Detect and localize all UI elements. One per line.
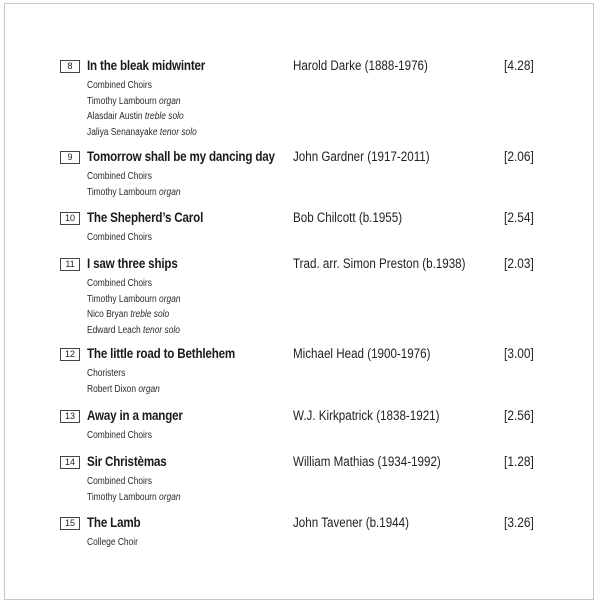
- performer-name: Combined Choirs: [87, 171, 152, 182]
- track-composer: John Gardner (1917-2011): [293, 149, 430, 164]
- performer-list: [87, 474, 181, 505]
- performer-line: [87, 109, 197, 125]
- performer-name: College Choir: [87, 537, 138, 548]
- performer-name: Combined Choirs: [87, 278, 152, 289]
- performer-line: [87, 78, 197, 94]
- performer-line: [87, 307, 181, 323]
- performer-list: [87, 428, 152, 444]
- track-composer: W.J. Kirkpatrick (1838-1921): [293, 408, 440, 423]
- performer-role: organ: [159, 293, 181, 305]
- performer-list: [87, 169, 181, 200]
- track-number: 8: [60, 60, 80, 73]
- track-duration: [3.26]: [504, 515, 534, 530]
- track-duration: [3.00]: [504, 346, 534, 361]
- performer-line: [87, 125, 197, 141]
- performer-name: Nico Bryan: [87, 309, 131, 320]
- track-duration: [1.28]: [504, 454, 534, 469]
- track-number: 12: [60, 348, 80, 361]
- performer-line: [87, 382, 160, 398]
- track-composer: Trad. arr. Simon Preston (b.1938): [293, 256, 466, 271]
- performer-line: [87, 276, 181, 292]
- performer-line: [87, 292, 181, 308]
- performer-list: [87, 78, 197, 140]
- performer-name: Timothy Lambourn: [87, 491, 160, 503]
- performer-role: treble solo: [130, 309, 170, 320]
- performer-line: [87, 94, 197, 110]
- track-number: 11: [60, 258, 80, 271]
- performer-list: [87, 535, 138, 551]
- performer-name: Alasdair Austin: [87, 111, 145, 122]
- performer-list: [87, 230, 152, 246]
- track-number: 15: [60, 517, 80, 530]
- track-title: Away in a manger: [87, 408, 183, 423]
- track-composer: Bob Chilcott (b.1955): [293, 210, 403, 225]
- booklet-page: [4, 3, 594, 600]
- performer-line: [87, 185, 181, 201]
- track-duration: [2.03]: [504, 256, 534, 271]
- performer-name: Timothy Lambourn: [87, 95, 160, 107]
- track-title: I saw three ships: [87, 256, 178, 271]
- performer-name: Timothy Lambourn: [87, 186, 160, 198]
- performer-list: [87, 366, 160, 397]
- track-number: 14: [60, 456, 80, 469]
- performer-line: [87, 169, 181, 185]
- performer-name: Timothy Lambourn: [87, 293, 160, 305]
- track-number: 13: [60, 410, 80, 423]
- performer-role: tenor solo: [159, 126, 197, 138]
- performer-role: tenor solo: [143, 324, 180, 336]
- track-composer: John Tavener (b.1944): [293, 515, 409, 530]
- track-number: 9: [60, 151, 80, 164]
- performer-name: Combined Choirs: [87, 430, 152, 441]
- track-composer: Harold Darke (1888-1976): [293, 58, 428, 73]
- performer-name: Robert Dixon: [87, 383, 139, 395]
- track-duration: [4.28]: [504, 58, 534, 73]
- track-title: Sir Christèmas: [87, 454, 167, 469]
- performer-role: treble solo: [144, 111, 184, 122]
- performer-name: Combined Choirs: [87, 232, 152, 243]
- performer-name: Choristers: [87, 368, 126, 379]
- track-title: Tomorrow shall be my dancing day: [87, 149, 275, 164]
- performer-name: Edward Leach: [87, 324, 144, 336]
- performer-line: [87, 323, 181, 339]
- performer-line: [87, 490, 181, 506]
- track-number: 10: [60, 212, 80, 225]
- performer-line: [87, 474, 181, 490]
- performer-list: [87, 276, 181, 338]
- track-title: The little road to Bethlehem: [87, 346, 236, 361]
- performer-role: organ: [159, 186, 181, 198]
- track-composer: William Mathias (1934-1992): [293, 454, 441, 469]
- performer-name: Jaliya Senanayake: [87, 126, 160, 138]
- track-duration: [2.54]: [504, 210, 534, 225]
- track-title: The Lamb: [87, 515, 141, 530]
- performer-role: organ: [159, 95, 181, 107]
- performer-name: Combined Choirs: [87, 476, 152, 487]
- performer-line: [87, 366, 160, 382]
- track-title: The Shepherd’s Carol: [87, 210, 204, 225]
- track-title: In the bleak midwinter: [87, 58, 206, 73]
- track-composer: Michael Head (1900-1976): [293, 346, 431, 361]
- performer-name: Combined Choirs: [87, 80, 152, 91]
- track-duration: [2.56]: [504, 408, 534, 423]
- performer-line: [87, 230, 152, 246]
- track-duration: [2.06]: [504, 149, 534, 164]
- performer-role: organ: [159, 491, 181, 503]
- performer-line: [87, 428, 152, 444]
- performer-line: [87, 535, 138, 551]
- performer-role: organ: [138, 383, 160, 395]
